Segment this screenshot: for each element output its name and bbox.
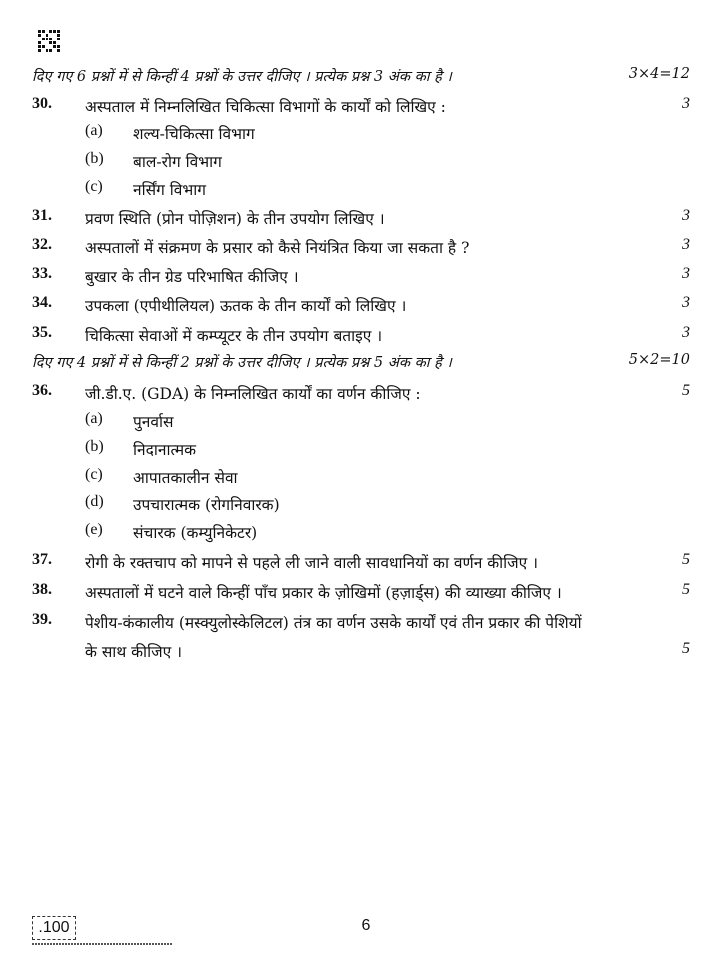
question-text: अस्पताल में निम्नलिखित चिकित्सा विभागों के कार्यों को लिखिए : <box>85 98 446 116</box>
question-text: प्रवण स्थिति (प्रोन पोज़िशन) के तीन उपयोग लिखिए । <box>85 210 385 228</box>
section-marks: 5×2=10 <box>628 352 690 368</box>
section-instruction <box>32 66 690 86</box>
question-marks: 3 <box>682 236 690 253</box>
question-marks: 5 <box>682 581 690 598</box>
question-marks: 3 <box>682 265 690 282</box>
question-number: 38. <box>32 581 52 598</box>
question-text: जी.डी.ए. (GDA) के निम्नलिखित कार्यों का वर्णन कीजिए : <box>85 385 421 403</box>
option-text: आपातकालीन सेवा <box>133 469 238 487</box>
option-text: पुनर्वास <box>133 413 174 431</box>
question-number: 32. <box>32 236 52 253</box>
question-text: पेशीय-कंकालीय (मस्क्युलोस्केलिटल) तंत्र का वर्णन उसके कार्यों एवं तीन प्रकार की पेशियों <box>85 614 582 632</box>
option-label: (a) <box>85 410 103 427</box>
section-instruction <box>32 352 690 372</box>
option-label: (c) <box>85 466 103 483</box>
question-text: चिकित्सा सेवाओं में कम्प्यूटर के तीन उपयोग बताइए । <box>85 327 383 345</box>
qr-code-icon <box>38 30 60 52</box>
question-number: 35. <box>32 324 52 341</box>
paper-code: .100 <box>32 916 76 940</box>
question-text-continued: के साथ कीजिए । <box>85 643 182 661</box>
option-text: शल्य-चिकित्सा विभाग <box>133 125 255 143</box>
option-text: नर्सिंग विभाग <box>133 181 207 199</box>
question-number: 30. <box>32 95 52 112</box>
section-marks: 3×4=12 <box>628 66 690 82</box>
question-text: उपकला (एपीथीलियल) ऊतक के तीन कार्यों को लिखिए । <box>85 297 407 315</box>
question-text: रोगी के रक्तचाप को मापने से पहले ली जाने वाली सावधानियों का वर्णन कीजिए । <box>85 554 539 572</box>
question-number: 31. <box>32 207 52 224</box>
option-text: संचारक (कम्युनिकेटर) <box>133 524 258 542</box>
question-marks: 3 <box>682 324 690 341</box>
option-text: निदानात्मक <box>133 441 197 459</box>
footer-microtext <box>32 943 172 945</box>
question-marks: 3 <box>682 95 690 112</box>
option-text: उपचारात्मक (रोगनिवारक) <box>133 496 280 514</box>
question-marks: 3 <box>682 294 690 311</box>
option-label: (b) <box>85 150 104 167</box>
option-text: बाल-रोग विभाग <box>133 153 222 171</box>
section-instruction-text: दिए गए 4 प्रश्नों में से किन्हीं 2 प्रश्नों के उत्तर दीजिए । प्रत्येक प्रश्न 5 अंक का है । <box>32 355 452 371</box>
question-marks: 3 <box>682 207 690 224</box>
section-instruction-text: दिए गए 6 प्रश्नों में से किन्हीं 4 प्रश्नों के उत्तर दीजिए । प्रत्येक प्रश्न 3 अंक का है । <box>32 69 452 85</box>
question-number: 33. <box>32 265 52 282</box>
option-label: (d) <box>85 493 104 510</box>
page-number: 6 <box>361 917 371 934</box>
option-label: (a) <box>85 122 103 139</box>
option-label: (b) <box>85 438 104 455</box>
option-label: (e) <box>85 521 103 538</box>
question-marks: 5 <box>682 640 690 657</box>
question-number: 37. <box>32 551 52 568</box>
question-text: अस्पतालों में संक्रमण के प्रसार को कैसे नियंत्रित किया जा सकता है ? <box>85 239 470 257</box>
option-label: (c) <box>85 178 103 195</box>
question-marks: 5 <box>682 551 690 568</box>
question-text: बुखार के तीन ग्रेड परिभाषित कीजिए । <box>85 268 299 286</box>
question-number: 39. <box>32 611 52 628</box>
question-text: अस्पतालों में घटने वाले किन्हीं पाँच प्रकार के ज़ोखिमों (हज़ार्ड्स) की व्याख्या कीजिए । <box>85 584 562 602</box>
question-number: 34. <box>32 294 52 311</box>
question-marks: 5 <box>682 382 690 399</box>
question-number: 36. <box>32 382 52 399</box>
